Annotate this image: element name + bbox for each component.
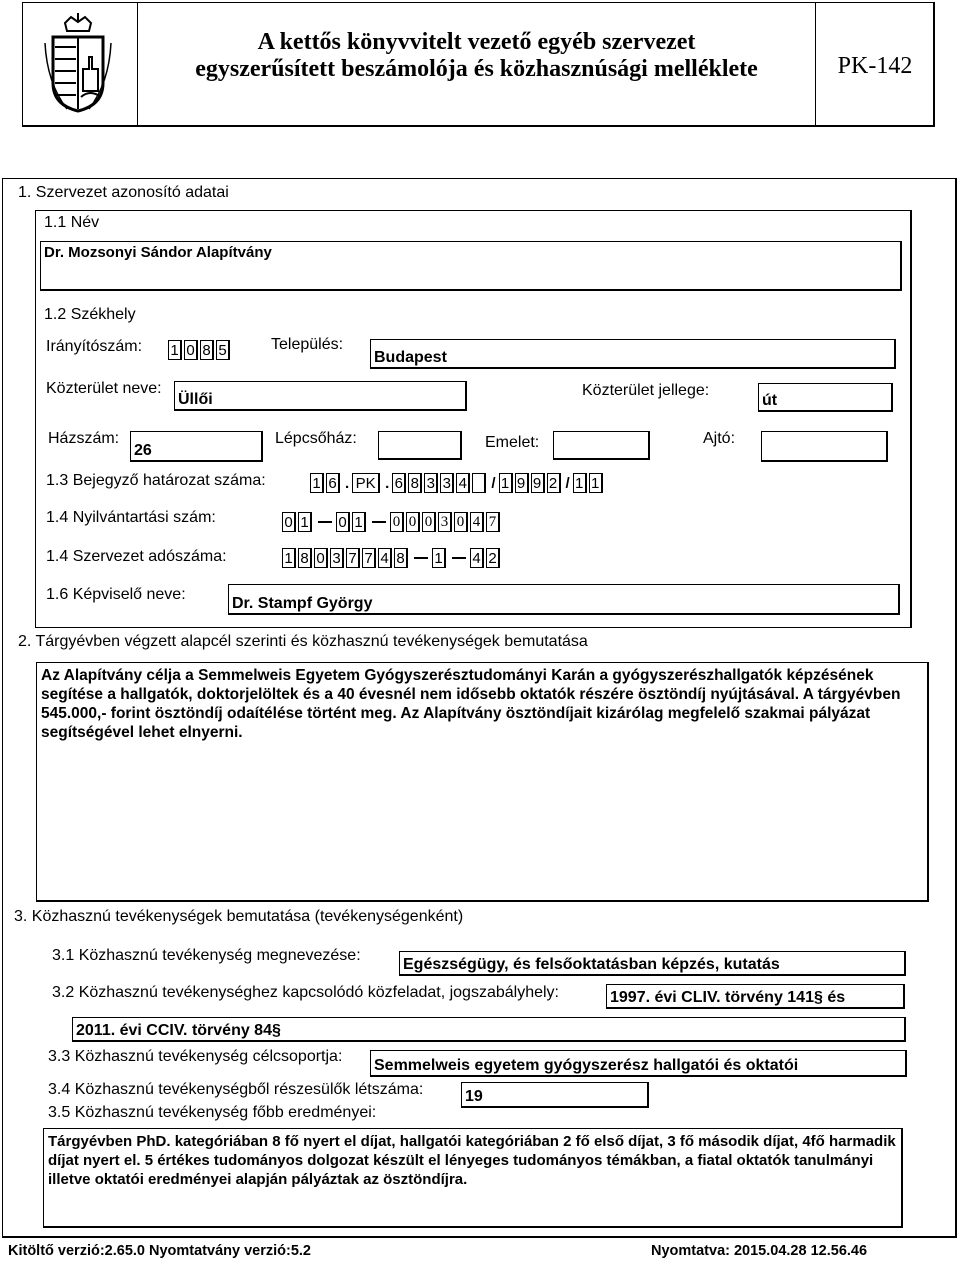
registry-digit[interactable]: 0 (454, 512, 468, 532)
results-label: 3.5 Közhasznú tevékenység főbb eredményei: (48, 1104, 377, 1121)
reg-digit[interactable] (472, 473, 486, 493)
tax-dash (452, 557, 466, 559)
representative-field[interactable]: Dr. Stampf György (228, 584, 900, 615)
staircase-field[interactable] (378, 431, 462, 460)
law-field-2[interactable]: 2011. évi CCIV. törvény 84§ (72, 1017, 906, 1042)
floor-field[interactable] (553, 431, 650, 460)
activity-name-field[interactable]: Egészségügy, és felsőoktatásban képzés, kutatás (399, 951, 906, 976)
reg-digit[interactable]: 8 (408, 473, 422, 493)
street-type-field[interactable]: út (758, 383, 893, 412)
registry-digit[interactable]: 3 (438, 512, 452, 532)
section2-textarea[interactable]: Az Alapítvány célja a Semmelweis Egyetem Gyógyszerésztudományi Karán a gyógyszerészhallgatók képzésének segítése a hallgatók, doktorjelöltek és a 40 évesnél nem idősebb oktatók részére ösztöndíj nyújtásával. A tárgyévben 545.000,- forint ösztöndíj odaítélése történt meg. Az Alapítvány ösztöndíjait kizárólag megfelelő szakmai pályázat segítségével lehet elnyerni. (36, 662, 929, 902)
header-box (22, 2, 935, 127)
registry-digit[interactable]: 0 (282, 512, 296, 532)
reg-digit[interactable]: 6 (392, 473, 406, 493)
door-field[interactable] (761, 431, 888, 462)
zip-digit[interactable]: 5 (216, 340, 230, 360)
law-label: 3.2 Közhasznú tevékenységhez kapcsolódó közfeladat, jogszabályhely: (52, 984, 559, 1001)
registry-number-label: 1.4 Nyilvántartási szám: (46, 509, 216, 526)
registry-digit[interactable]: 0 (390, 512, 404, 532)
reg-dot-separator: . (345, 474, 350, 492)
registry-digit[interactable]: 1 (352, 512, 366, 532)
registry-digit[interactable]: 7 (486, 512, 500, 532)
section2-heading: 2. Tárgyévben végzett alapcél szerinti és közhasznú tevékenységek bemutatása (18, 633, 588, 650)
section1-heading: 1. Szervezet azonosító adatai (18, 184, 229, 201)
tax-digit[interactable]: 0 (314, 548, 328, 568)
form-title-line1: A kettős könyvvitelt vezető egyéb szervezet (257, 29, 696, 55)
zip-digit[interactable]: 1 (168, 340, 182, 360)
seat-label: 1.2 Székhely (44, 306, 136, 323)
reg-slash-separator: / (491, 474, 496, 492)
house-number-field[interactable]: 26 (130, 431, 263, 462)
tax-digit[interactable]: 7 (346, 548, 360, 568)
form-title-line2: egyszerűsített beszámolója és közhasznúsági melléklete (195, 56, 758, 82)
floor-label: Emelet: (485, 434, 540, 451)
registry-dash (372, 521, 386, 523)
tax-digit[interactable]: 4 (470, 548, 484, 568)
tax-digit[interactable]: 2 (486, 548, 500, 568)
zip-digit[interactable]: 8 (200, 340, 214, 360)
tax-number-label: 1.4 Szervezet adószáma: (46, 548, 227, 565)
reg-digit[interactable]: 6 (326, 473, 340, 493)
reg-slash-separator: / (565, 474, 570, 492)
reg-digit[interactable]: 1 (589, 473, 603, 493)
reg-digit[interactable]: 1 (499, 473, 513, 493)
name-label: 1.1 Név (44, 214, 100, 231)
tax-digit[interactable]: 3 (330, 548, 344, 568)
registry-digit[interactable]: 0 (406, 512, 420, 532)
registry-digit[interactable]: 1 (298, 512, 312, 532)
zip-label: Irányítószám: (46, 338, 143, 355)
reg-dot-separator: . (385, 474, 390, 492)
footer-printed: Nyomtatva: 2015.04.28 12.56.46 (651, 1243, 868, 1259)
zip-digit[interactable]: 0 (184, 340, 198, 360)
reg-digit[interactable]: 1 (573, 473, 587, 493)
law-field-1[interactable]: 1997. évi CLIV. törvény 141§ és (606, 984, 905, 1009)
beneficiary-count-label: 3.4 Közhasznú tevékenységből részesülők létszáma: (48, 1081, 424, 1098)
reg-digit[interactable]: 3 (440, 473, 454, 493)
form-title (138, 29, 815, 83)
reg-court-code[interactable]: PK (352, 473, 380, 493)
street-label: Közterület neve: (46, 380, 162, 397)
registry-digit[interactable]: 0 (422, 512, 436, 532)
street-type-label: Közterület jellege: (582, 382, 710, 399)
reg-decision-digits[interactable] (310, 473, 605, 493)
city-label: Település: (271, 336, 344, 353)
registry-digit[interactable]: 4 (470, 512, 484, 532)
door-label: Ajtó: (703, 430, 736, 447)
beneficiary-count-field[interactable]: 19 (461, 1082, 649, 1108)
city-field[interactable]: Budapest (370, 339, 896, 369)
registry-dash (318, 521, 332, 523)
tax-digit[interactable]: 1 (432, 548, 446, 568)
house-number-label: Házszám: (48, 430, 120, 447)
target-group-label: 3.3 Közhasznú tevékenység célcsoportja: (48, 1048, 343, 1065)
reg-decision-label: 1.3 Bejegyző határozat száma: (46, 472, 266, 489)
tax-digit[interactable]: 8 (298, 548, 312, 568)
results-textarea[interactable]: Tárgyévben PhD. kategóriában 8 fő nyert el díjat, hallgatói kategóriában 2 fő első díjat, 3 fő második díjat, 4fő harmadik díjat nyert el. 5 értékes tudományos dolgozat készült el lényeges tudományos témákban, a fiatal oktatók tanulmányi illetve oktatói eredményei alapján pályáztak az ösztöndíjra. (43, 1128, 903, 1228)
reg-digit[interactable]: 3 (424, 473, 438, 493)
tax-digit[interactable]: 1 (282, 548, 296, 568)
reg-digit[interactable]: 9 (531, 473, 545, 493)
target-group-field[interactable]: Semmelweis egyetem gyógyszerész hallgatói és oktatói (370, 1050, 907, 1077)
staircase-label: Lépcsőház: (275, 430, 357, 447)
reg-digit[interactable]: 2 (547, 473, 561, 493)
registry-digit[interactable]: 0 (336, 512, 350, 532)
name-field[interactable]: Dr. Mozsonyi Sándor Alapítvány (40, 241, 902, 291)
section3-heading: 3. Közhasznú tevékenységek bemutatása (tevékenységenként) (14, 908, 464, 925)
tax-digit[interactable]: 7 (362, 548, 376, 568)
tax-digit[interactable]: 4 (378, 548, 392, 568)
activity-name-label: 3.1 Közhasznú tevékenység megnevezése: (52, 947, 361, 964)
tax-number-digits[interactable] (282, 548, 502, 568)
representative-label: 1.6 Képviselő neve: (46, 586, 186, 603)
reg-digit[interactable]: 9 (515, 473, 529, 493)
form-code: PK-142 (837, 53, 913, 79)
tax-digit[interactable]: 8 (394, 548, 408, 568)
street-field[interactable]: Üllői (174, 381, 467, 411)
registry-number-digits[interactable] (282, 512, 502, 532)
footer-version: Kitöltő verzió:2.65.0 Nyomtatvány verzió:5.2 (8, 1243, 311, 1259)
reg-digit[interactable]: 1 (310, 473, 324, 493)
zip-digits[interactable] (168, 340, 232, 360)
coat-of-arms-logo (43, 13, 113, 113)
tax-dash (414, 557, 428, 559)
reg-digit[interactable]: 4 (456, 473, 470, 493)
